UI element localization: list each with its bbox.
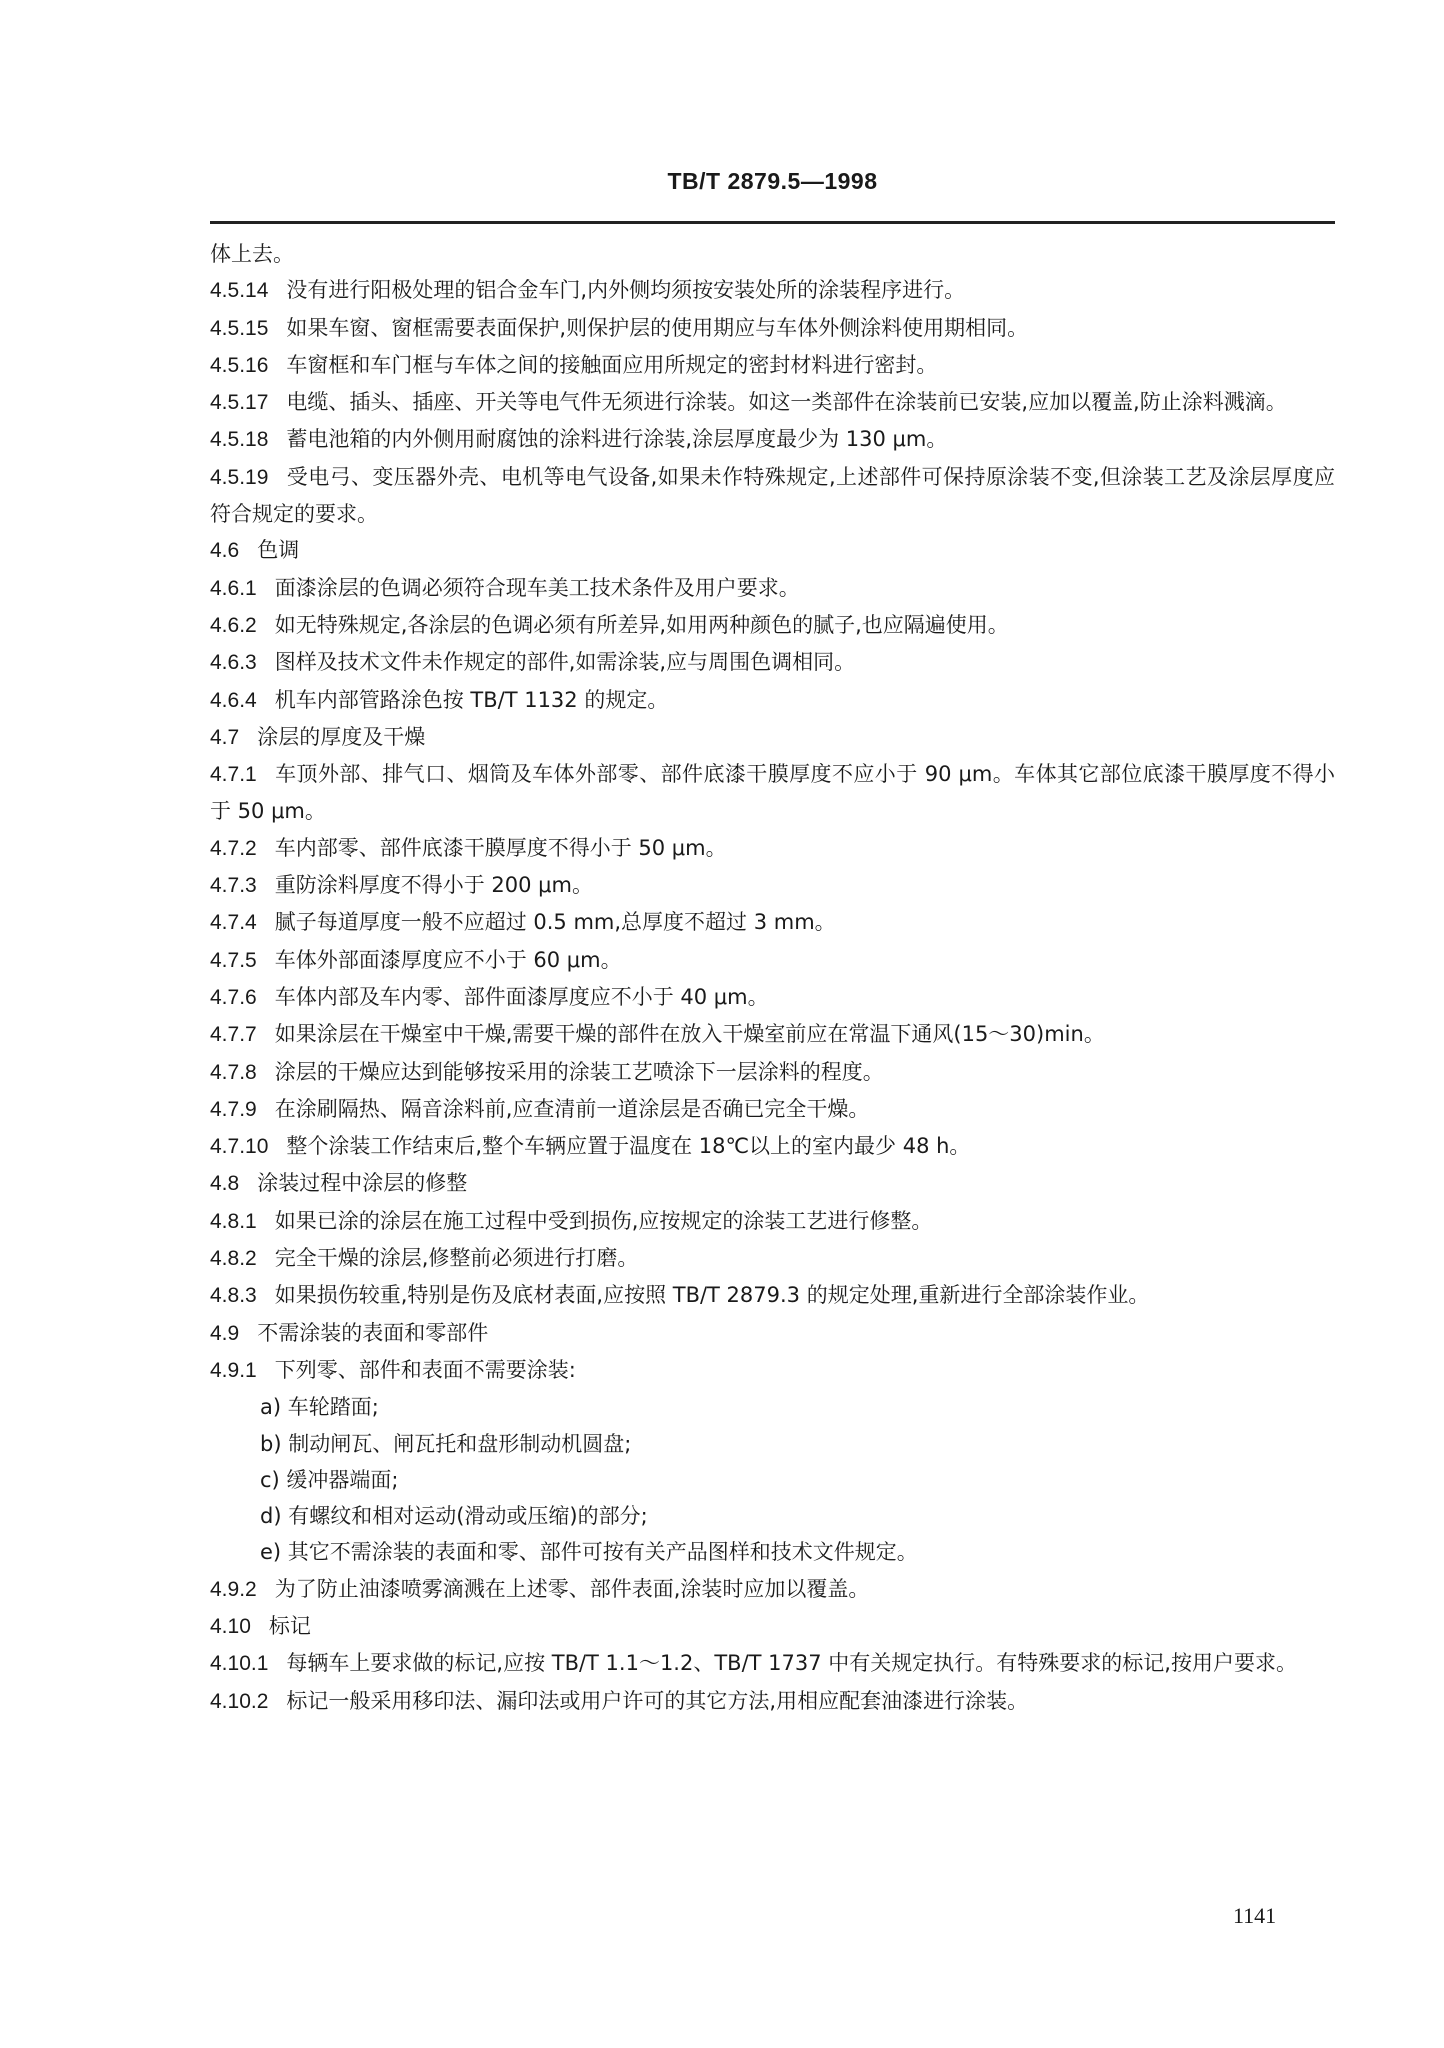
clause-number: 4.7.6 — [210, 985, 257, 1009]
clause-4-5-18 — [210, 421, 1335, 458]
clause-text: 涂层的干燥应达到能够按采用的涂装工艺喷涂下一层涂料的程度。 — [274, 1059, 884, 1084]
section-title: 色调 — [257, 538, 300, 563]
clause-number: 4.5.15 — [210, 316, 269, 340]
clause-number: 4.6.3 — [210, 651, 257, 675]
section-heading-4-6 — [210, 532, 1335, 569]
section-heading-4-9 — [210, 1315, 1335, 1352]
clause-number: 4.8.2 — [210, 1247, 257, 1271]
clause-4-5-14 — [210, 272, 1335, 309]
clause-text: 重防涂料厚度不得小于 200 μm。 — [274, 873, 593, 898]
section-number: 4.9 — [210, 1321, 240, 1345]
section-heading-4-8 — [210, 1165, 1335, 1202]
paragraph-continuation — [210, 236, 1335, 272]
clause-4-7-2 — [210, 830, 1335, 867]
clause-number: 4.5.16 — [210, 353, 269, 377]
clause-4-5-17 — [210, 384, 1335, 421]
clause-4-7-6 — [210, 979, 1335, 1016]
list-item: d) 有螺纹和相对运动(滑动或压缩)的部分; — [260, 1504, 648, 1529]
clause-4-10-1 — [210, 1645, 1335, 1682]
clause-4-6-3 — [210, 644, 1335, 681]
clause-number: 4.10.1 — [210, 1652, 269, 1676]
clause-number: 4.7.3 — [210, 874, 257, 898]
clause-text: 车体外部面漆厚度应不小于 60 μm。 — [274, 947, 622, 972]
clause-text: 腻子每道厚度一般不应超过 0.5 mm,总厚度不超过 3 mm。 — [274, 910, 836, 935]
section-number: 4.7 — [210, 725, 240, 749]
clause-text: 机车内部管路涂色按 TB/T 1132 的规定。 — [274, 687, 669, 712]
clause-4-5-15 — [210, 310, 1335, 347]
clause-4-6-1 — [210, 570, 1335, 607]
clause-4-7-4 — [210, 904, 1335, 941]
document-standard-code: TB/T 2879.5—1998 — [667, 168, 878, 194]
list-item: b) 制动闸瓦、闸瓦托和盘形制动机圆盘; — [260, 1431, 632, 1456]
list-item: a) 车轮踏面; — [260, 1395, 379, 1420]
clause-4-7-1 — [210, 756, 1335, 830]
header-divider — [210, 221, 1335, 224]
clause-number: 4.7.1 — [210, 763, 257, 787]
page-number: 1141 — [1233, 1903, 1277, 1928]
section-number: 4.6 — [210, 539, 240, 563]
clause-number: 4.5.14 — [210, 279, 269, 303]
section-title: 涂层的厚度及干燥 — [257, 724, 426, 749]
clause-number: 4.5.18 — [210, 428, 269, 452]
clause-4-8-1 — [210, 1203, 1335, 1240]
section-heading-4-7 — [210, 719, 1335, 756]
clause-4-7-9 — [210, 1091, 1335, 1128]
section-number: 4.10 — [210, 1614, 251, 1638]
clause-4-6-4 — [210, 682, 1335, 719]
document-body — [210, 236, 1335, 1720]
section-title: 标记 — [268, 1613, 311, 1638]
clause-text: 如无特殊规定,各涂层的色调必须有所差异,如用两种颜色的腻子,也应隔遍使用。 — [274, 612, 1009, 637]
clause-4-7-5 — [210, 942, 1335, 979]
clause-text: 标记一般采用移印法、漏印法或用户许可的其它方法,用相应配套油漆进行涂装。 — [286, 1688, 1029, 1713]
clause-4-6-2 — [210, 607, 1335, 644]
clause-4-9-2 — [210, 1571, 1335, 1608]
clause-text: 如果损伤较重,特别是伤及底材表面,应按照 TB/T 2879.3 的规定处理,重新进行全部涂装作业。 — [274, 1283, 1150, 1308]
section-title: 不需涂装的表面和零部件 — [257, 1320, 489, 1345]
clause-text: 车顶外部、排气口、烟筒及车体外部零、部件底漆干膜厚度不应小于 90 μm。车体其它部位底漆干膜厚度不得小于 50 μm。 — [210, 762, 1335, 824]
clause-number: 4.9.1 — [210, 1358, 257, 1382]
clause-text: 图样及技术文件未作规定的部件,如需涂装,应与周围色调相同。 — [274, 650, 856, 675]
section-title: 涂装过程中涂层的修整 — [257, 1171, 468, 1196]
clause-number: 4.6.4 — [210, 688, 257, 712]
clause-text: 每辆车上要求做的标记,应按 TB/T 1.1～1.2、TB/T 1737 中有关规定执行。有特殊要求的标记,按用户要求。 — [286, 1651, 1297, 1676]
clause-number: 4.7.4 — [210, 911, 257, 935]
list-item: e) 其它不需涂装的表面和零、部件可按有关产品图样和技术文件规定。 — [260, 1540, 918, 1565]
clause-number: 4.7.8 — [210, 1060, 257, 1084]
clause-4-7-3 — [210, 867, 1335, 904]
clause-text: 在涂刷隔热、隔音涂料前,应查清前一道涂层是否确已完全干燥。 — [274, 1096, 870, 1121]
clause-number: 4.7.10 — [210, 1135, 269, 1159]
clause-number: 4.7.7 — [210, 1023, 257, 1047]
clause-text: 蓄电池箱的内外侧用耐腐蚀的涂料进行涂装,涂层厚度最少为 130 μm。 — [286, 427, 948, 452]
clause-text: 如果已涂的涂层在施工过程中受到损伤,应按规定的涂装工艺进行修整。 — [274, 1208, 933, 1233]
clause-text: 如果车窗、窗框需要表面保护,则保护层的使用期应与车体外侧涂料使用期相同。 — [286, 315, 1029, 340]
clause-4-8-3 — [210, 1277, 1335, 1314]
list-item: c) 缓冲器端面; — [260, 1467, 399, 1492]
paragraph-text: 体上去。 — [210, 242, 294, 266]
clause-text: 为了防止油漆喷雾滴溅在上述零、部件表面,涂装时应加以覆盖。 — [274, 1576, 870, 1601]
clause-text: 下列零、部件和表面不需要涂装: — [274, 1357, 576, 1382]
clause-text: 面漆涂层的色调必须符合现车美工技术条件及用户要求。 — [274, 575, 800, 600]
clause-text: 受电弓、变压器外壳、电机等电气设备,如果未作特殊规定,上述部件可保持原涂装不变,但涂装工艺及涂层厚度应符合规定的要求。 — [210, 464, 1335, 527]
clause-text: 电缆、插头、插座、开关等电气件无须进行涂装。如这一类部件在涂装前已安装,应加以覆盖,防止涂料溅滴。 — [286, 390, 1287, 415]
clause-text: 车体内部及车内零、部件面漆厚度应不小于 40 μm。 — [274, 984, 769, 1009]
clause-4-7-7 — [210, 1016, 1335, 1053]
clause-number: 4.6.1 — [210, 576, 257, 600]
clause-text: 完全干燥的涂层,修整前必须进行打磨。 — [274, 1246, 639, 1271]
clause-text: 没有进行阳极处理的铝合金车门,内外侧均须按安装处所的涂装程序进行。 — [286, 278, 966, 303]
clause-number: 4.10.2 — [210, 1689, 269, 1713]
clause-4-10-2 — [210, 1683, 1335, 1720]
clause-number: 4.7.2 — [210, 836, 257, 860]
clause-number: 4.6.2 — [210, 613, 257, 637]
clause-4-7-8 — [210, 1054, 1335, 1091]
clause-number: 4.7.5 — [210, 948, 257, 972]
clause-4-5-19 — [210, 459, 1335, 533]
clause-number: 4.9.2 — [210, 1577, 257, 1601]
clause-4-8-2 — [210, 1240, 1335, 1277]
section-number: 4.8 — [210, 1172, 240, 1196]
clause-number: 4.5.17 — [210, 391, 269, 415]
clause-4-5-16 — [210, 347, 1335, 384]
clause-number: 4.5.19 — [210, 465, 269, 489]
clause-number: 4.8.3 — [210, 1284, 257, 1308]
section-heading-4-10 — [210, 1608, 1335, 1645]
clause-number: 4.7.9 — [210, 1097, 257, 1121]
clause-4-7-10 — [210, 1128, 1335, 1165]
clause-text: 如果涂层在干燥室中干燥,需要干燥的部件在放入干燥室前应在常温下通风(15～30)min。 — [274, 1022, 1105, 1047]
clause-4-9-1 — [210, 1352, 1335, 1389]
clause-text: 车内部零、部件底漆干膜厚度不得小于 50 μm。 — [274, 835, 727, 860]
clause-number: 4.8.1 — [210, 1209, 257, 1233]
clause-text: 整个涂装工作结束后,整个车辆应置于温度在 18℃以上的室内最少 48 h。 — [286, 1134, 971, 1159]
clause-text: 车窗框和车门框与车体之间的接触面应用所规定的密封材料进行密封。 — [286, 352, 938, 377]
